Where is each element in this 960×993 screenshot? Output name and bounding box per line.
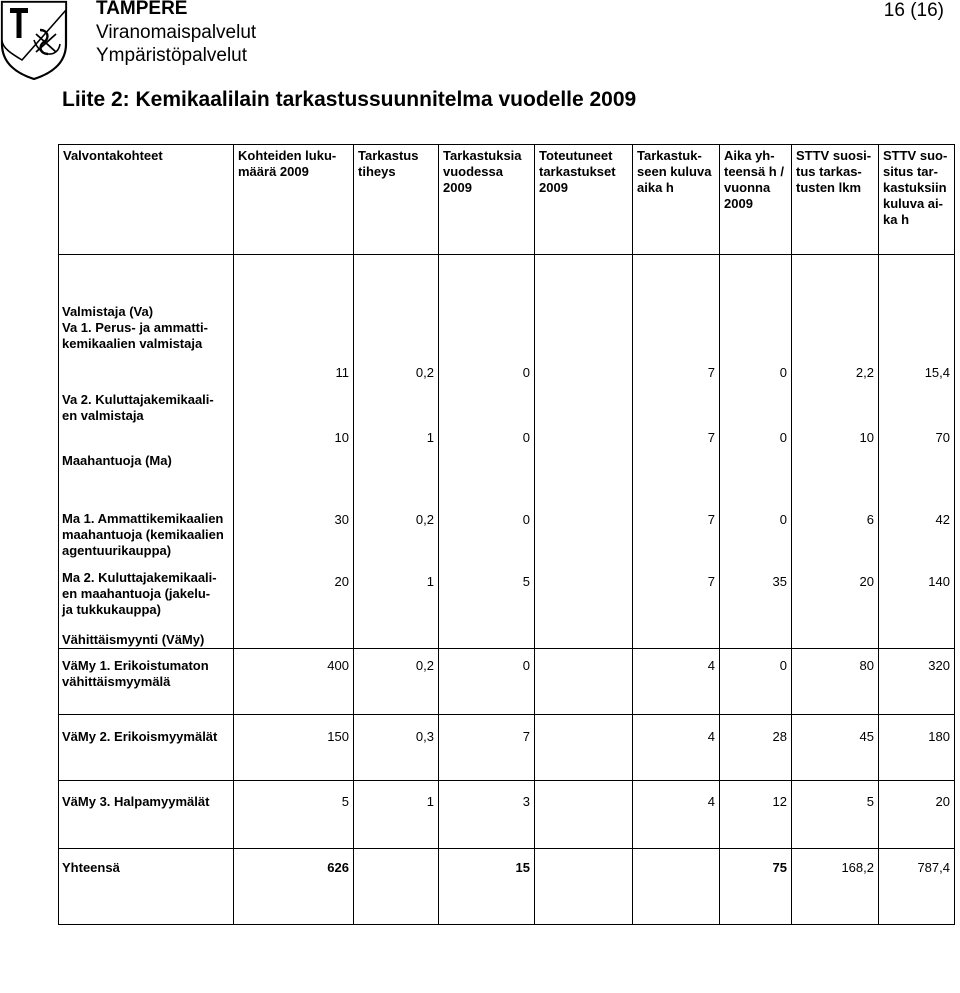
- inspection-plan-table: [58, 144, 955, 925]
- value: 0: [779, 365, 787, 380]
- value: 70: [935, 430, 950, 445]
- column-header: Kohteiden luku- määrä 2009: [234, 145, 354, 255]
- value: 0: [720, 649, 792, 715]
- table-row: [59, 649, 955, 715]
- completed-cell: [535, 255, 633, 649]
- value: 45: [792, 715, 879, 781]
- unit-name: Ympäristöpalvelut: [96, 45, 248, 66]
- value: 5: [522, 574, 530, 589]
- manufacturer-row: [59, 255, 955, 649]
- value: 1: [426, 574, 434, 589]
- value: 80: [792, 649, 879, 715]
- value: 168,2: [792, 849, 879, 925]
- value: 15,4: [924, 365, 950, 380]
- sttv-count-cell: [792, 255, 879, 649]
- time-cell: [633, 255, 720, 649]
- value: 0,2: [354, 649, 439, 715]
- value: 7: [707, 365, 715, 380]
- total-label: Yhteensä: [59, 849, 234, 925]
- total-time-cell: [720, 255, 792, 649]
- row-label: Va 2. Kuluttajakemikaali- en valmistaja: [62, 392, 214, 423]
- value: 7: [439, 715, 535, 781]
- value: 35: [772, 574, 787, 589]
- value: 1: [426, 430, 434, 445]
- column-header: Tarkastuksia vuodessa 2009: [439, 145, 535, 255]
- section-label: Vähittäismyynti (VäMy): [62, 632, 205, 647]
- row-label-cell: [59, 255, 234, 649]
- row-label: Va 1. Perus- ja ammatti- kemikaalien valmistaja: [62, 320, 208, 351]
- value: 400: [234, 649, 354, 715]
- value: 75: [720, 849, 792, 925]
- column-header: Toteutuneet tarkastukset 2009: [535, 145, 633, 255]
- organization-name: TAMPERE: [96, 0, 188, 19]
- value: 15: [439, 849, 535, 925]
- value: 0,2: [415, 365, 434, 380]
- row-label: VäMy 1. Erikoistumaton vähittäismyymälä: [59, 649, 234, 715]
- column-header: Tarkastuk- seen kuluva aika h: [633, 145, 720, 255]
- table-row: [59, 781, 955, 849]
- section-label: Valmistaja (Va): [62, 304, 154, 319]
- value: 0: [779, 430, 787, 445]
- value: 20: [879, 781, 955, 849]
- value: 4: [633, 715, 720, 781]
- value: 7: [707, 430, 715, 445]
- value: 5: [234, 781, 354, 849]
- value: 7: [707, 512, 715, 527]
- frequency-cell: [354, 255, 439, 649]
- value: 3: [439, 781, 535, 849]
- value: 20: [334, 574, 349, 589]
- column-header: STTV suosi- tus tarkas- tusten lkm: [792, 145, 879, 255]
- value: 12: [720, 781, 792, 849]
- value: 1: [354, 781, 439, 849]
- sttv-time-cell: [879, 255, 955, 649]
- value: 0: [522, 365, 530, 380]
- count-cell: [234, 255, 354, 649]
- column-header: Tarkastus tiheys: [354, 145, 439, 255]
- value: 140: [928, 574, 950, 589]
- value: 11: [335, 365, 349, 380]
- table-header-row: [59, 145, 955, 255]
- value: [633, 849, 720, 925]
- value: 0: [439, 649, 535, 715]
- value: 10: [334, 430, 349, 445]
- value: 4: [633, 649, 720, 715]
- value: 787,4: [879, 849, 955, 925]
- tampere-coat-of-arms-logo: [0, 0, 68, 80]
- column-header: STTV suo- situs tar- kastuksiin kuluva ai- ka h: [879, 145, 955, 255]
- value: 7: [707, 574, 715, 589]
- value: 0: [779, 512, 787, 527]
- total-row: [59, 849, 955, 925]
- value: 4: [633, 781, 720, 849]
- row-label: Ma 2. Kuluttajakemikaali- en maahantuoja (jakelu- ja tukkukauppa): [62, 570, 217, 617]
- department-name: Viranomaispalvelut: [96, 22, 257, 43]
- value: [535, 649, 633, 715]
- value: 0: [522, 430, 530, 445]
- value: 28: [720, 715, 792, 781]
- column-header: Aika yh- teensä h / vuonna 2009: [720, 145, 792, 255]
- page-number: 16 (16): [883, 0, 944, 21]
- value: 2,2: [855, 365, 874, 380]
- value: 42: [935, 512, 950, 527]
- value: 6: [866, 512, 874, 527]
- value: 20: [859, 574, 874, 589]
- table-row: [59, 715, 955, 781]
- value: [535, 781, 633, 849]
- value: 0,3: [354, 715, 439, 781]
- column-header: Valvontakohteet: [59, 145, 234, 255]
- inspections-cell: [439, 255, 535, 649]
- row-label: VäMy 3. Halpamyymälät: [59, 781, 234, 849]
- value: 0,2: [415, 512, 434, 527]
- value: 10: [859, 430, 874, 445]
- document-title: Liite 2: Kemikaalilain tarkastussuunnitelma vuodelle 2009: [62, 88, 637, 111]
- value: 5: [792, 781, 879, 849]
- row-label: Ma 1. Ammattikemikaalien maahantuoja (kemikaalien agentuurikauppa): [62, 511, 224, 558]
- value: [535, 715, 633, 781]
- value: 180: [879, 715, 955, 781]
- section-label: Maahantuoja (Ma): [62, 453, 172, 468]
- value: [354, 849, 439, 925]
- row-label: VäMy 2. Erikoismyymälät: [59, 715, 234, 781]
- value: 320: [879, 649, 955, 715]
- value: 0: [522, 512, 530, 527]
- value: 150: [234, 715, 354, 781]
- value: 30: [334, 512, 349, 527]
- value: [535, 849, 633, 925]
- value: 626: [234, 849, 354, 925]
